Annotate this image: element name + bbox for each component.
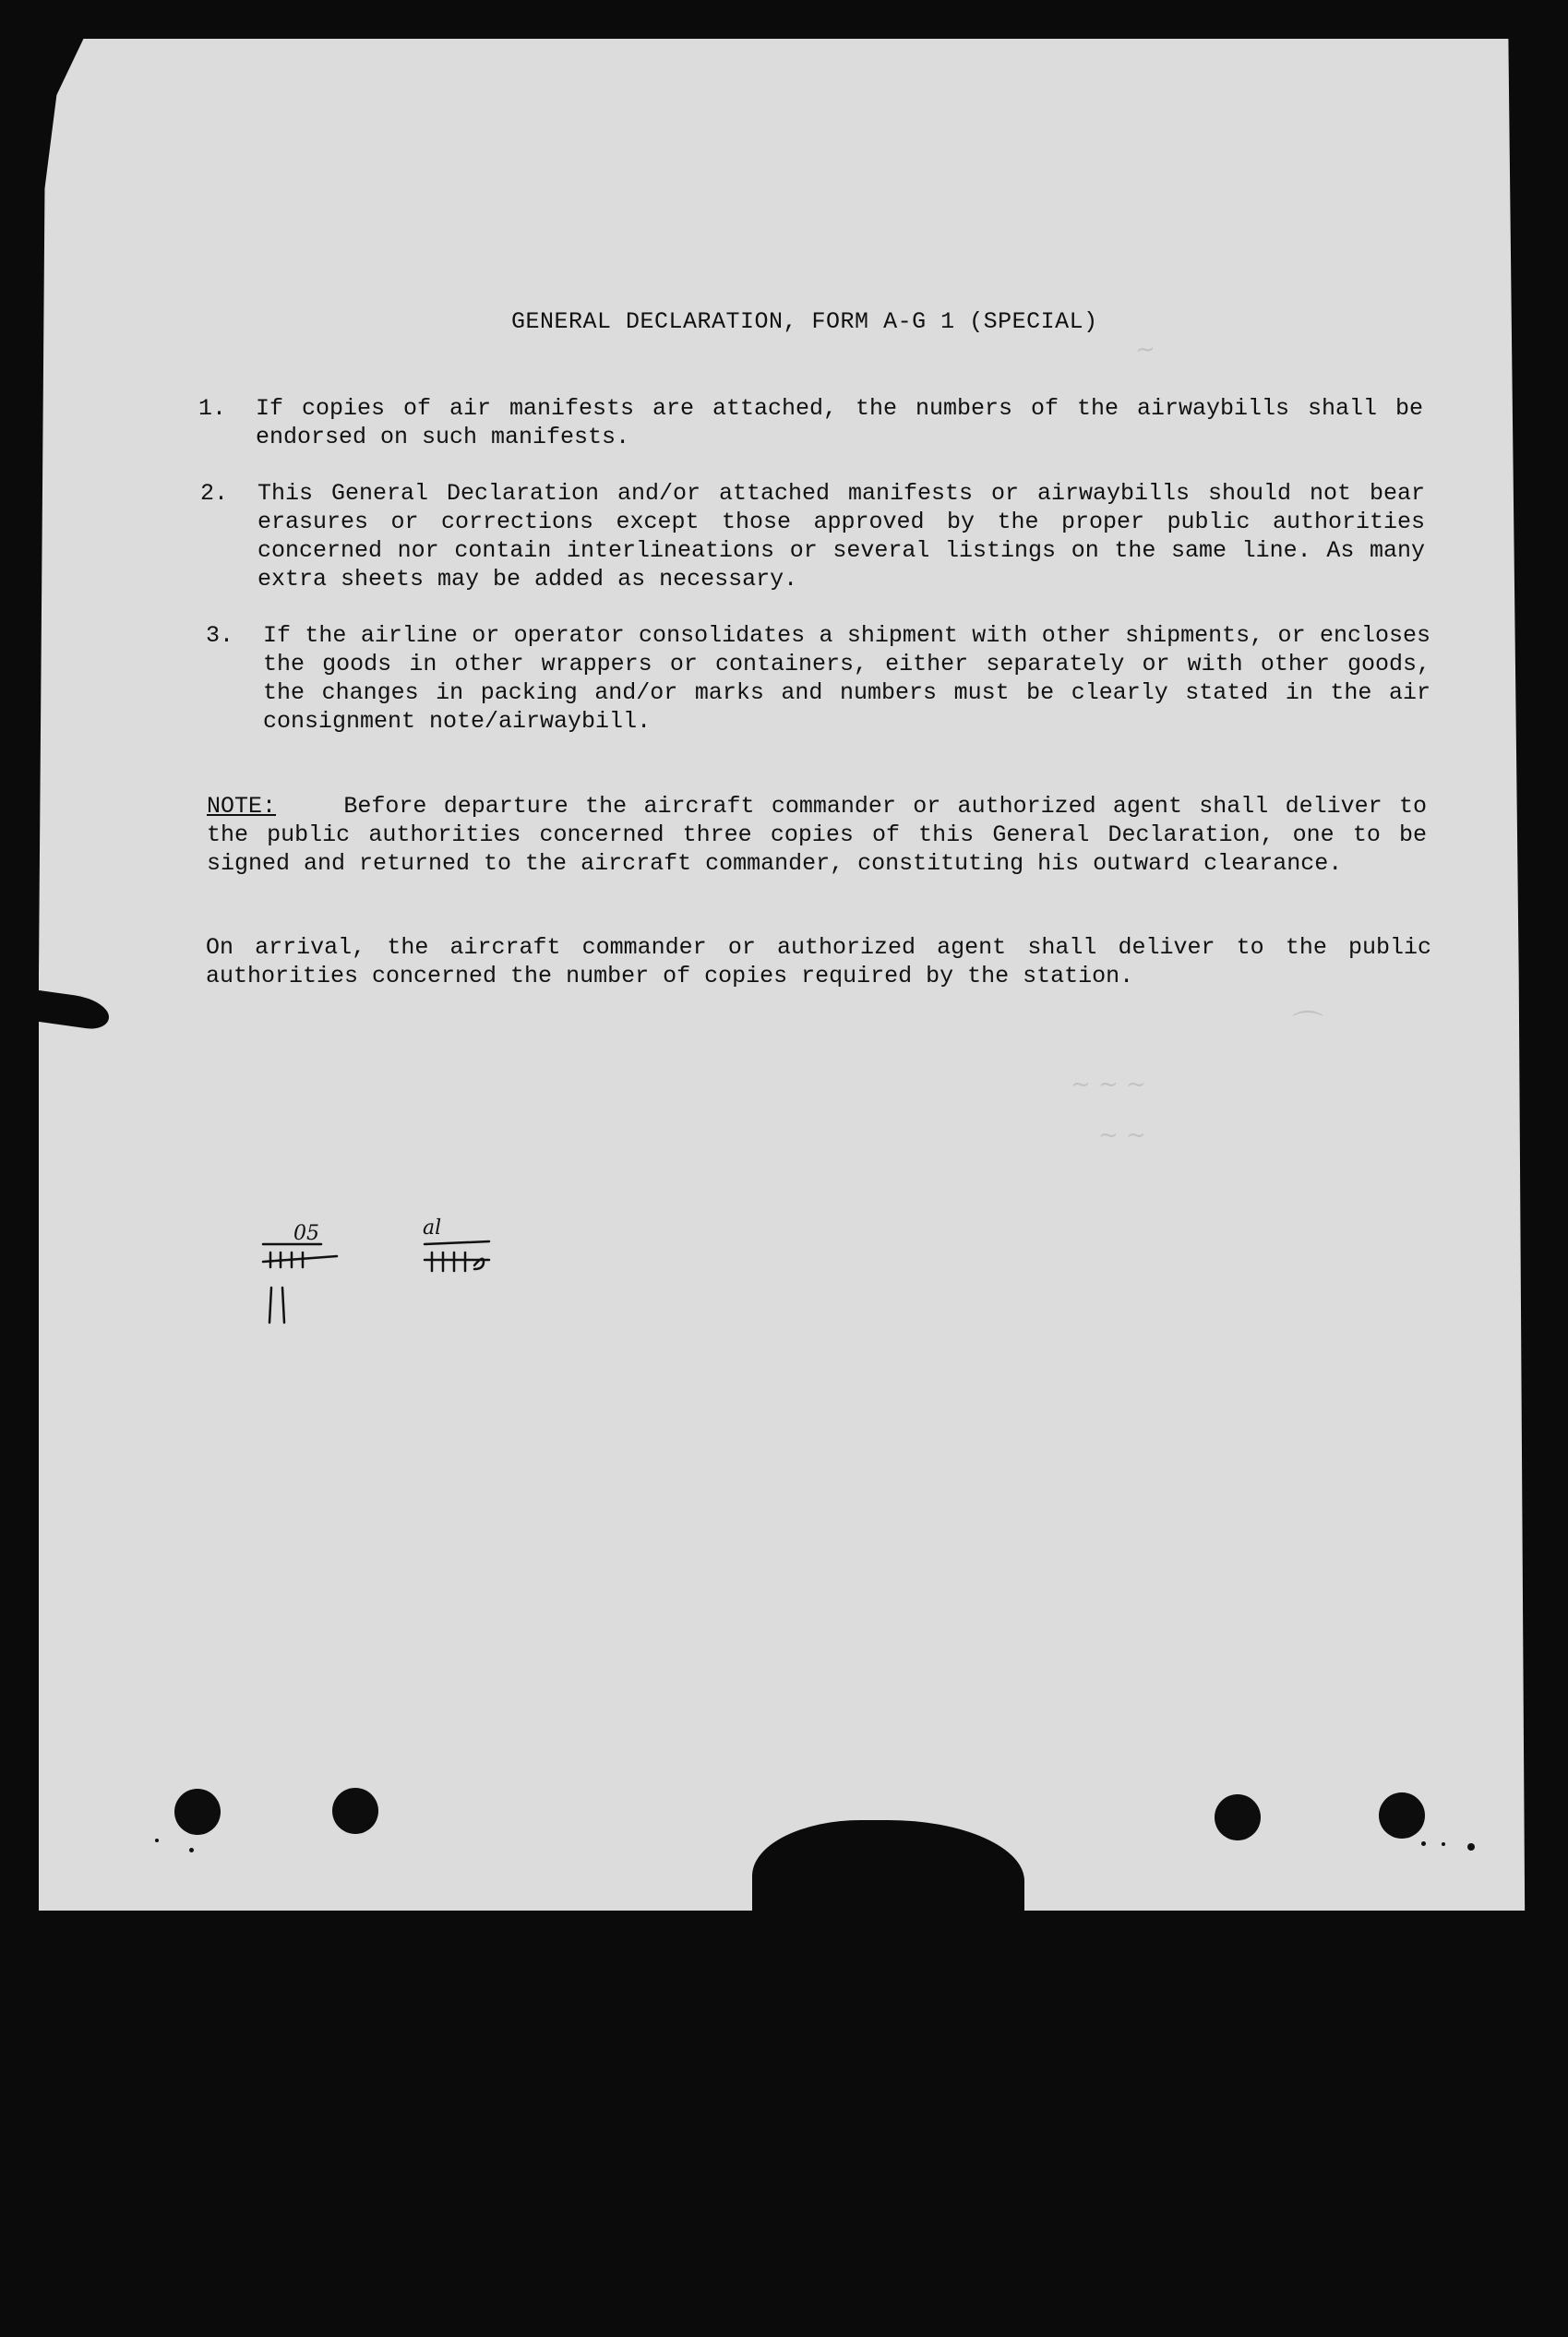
item-number: 3. — [206, 622, 234, 649]
item-number: 1. — [198, 395, 227, 422]
bleed-through-mark: ~ — [1133, 335, 1156, 365]
item-text: If copies of air manifests are attached, the numbers of the airwaybills shall be endorsed on such manifests. — [256, 395, 1423, 450]
tally-right-note: al — [423, 1216, 442, 1240]
note-text: Before departure the aircraft commander or authorized agent shall deliver to the public authorities concerned three copies of this General Declaration, one to be signed and returned to the aircraft commander, constituting his outward clearance. — [207, 793, 1428, 877]
note-paragraph — [207, 792, 1427, 878]
handwritten-tally — [258, 1214, 508, 1334]
item-text: This General Declaration and/or attached manifests or airwaybills should not bear erasures or corrections except those approved by the proper public authorities concerned nor contain interlineations or several listings on the same line. As many extra sheets may be added as necessary. — [257, 480, 1425, 593]
bleed-through-mark: ~ ~ — [1098, 1121, 1146, 1149]
bleed-through-mark: ⌒ — [1292, 1009, 1323, 1046]
item-text: If the airline or operator consolidates a shipment with other shipments, or encloses the goods in other wrappers or containers, either separately or with other goods, the changes in packing and/or marks and numbers must be clearly stated in the air consignment note/airwaybill. — [263, 622, 1430, 735]
tally-left-note: 05 — [293, 1222, 319, 1245]
form-title: GENERAL DECLARATION, FORM A-G 1 (SPECIAL) — [511, 308, 1098, 335]
bleed-through-mark: ~ ~ ~ — [1071, 1071, 1146, 1098]
note-label: NOTE: — [207, 793, 277, 820]
arrival-paragraph: On arrival, the aircraft commander or authorized agent shall deliver to the public authorities concerned the number of copies required by the station. — [206, 934, 1431, 989]
item-number: 2. — [200, 480, 229, 507]
